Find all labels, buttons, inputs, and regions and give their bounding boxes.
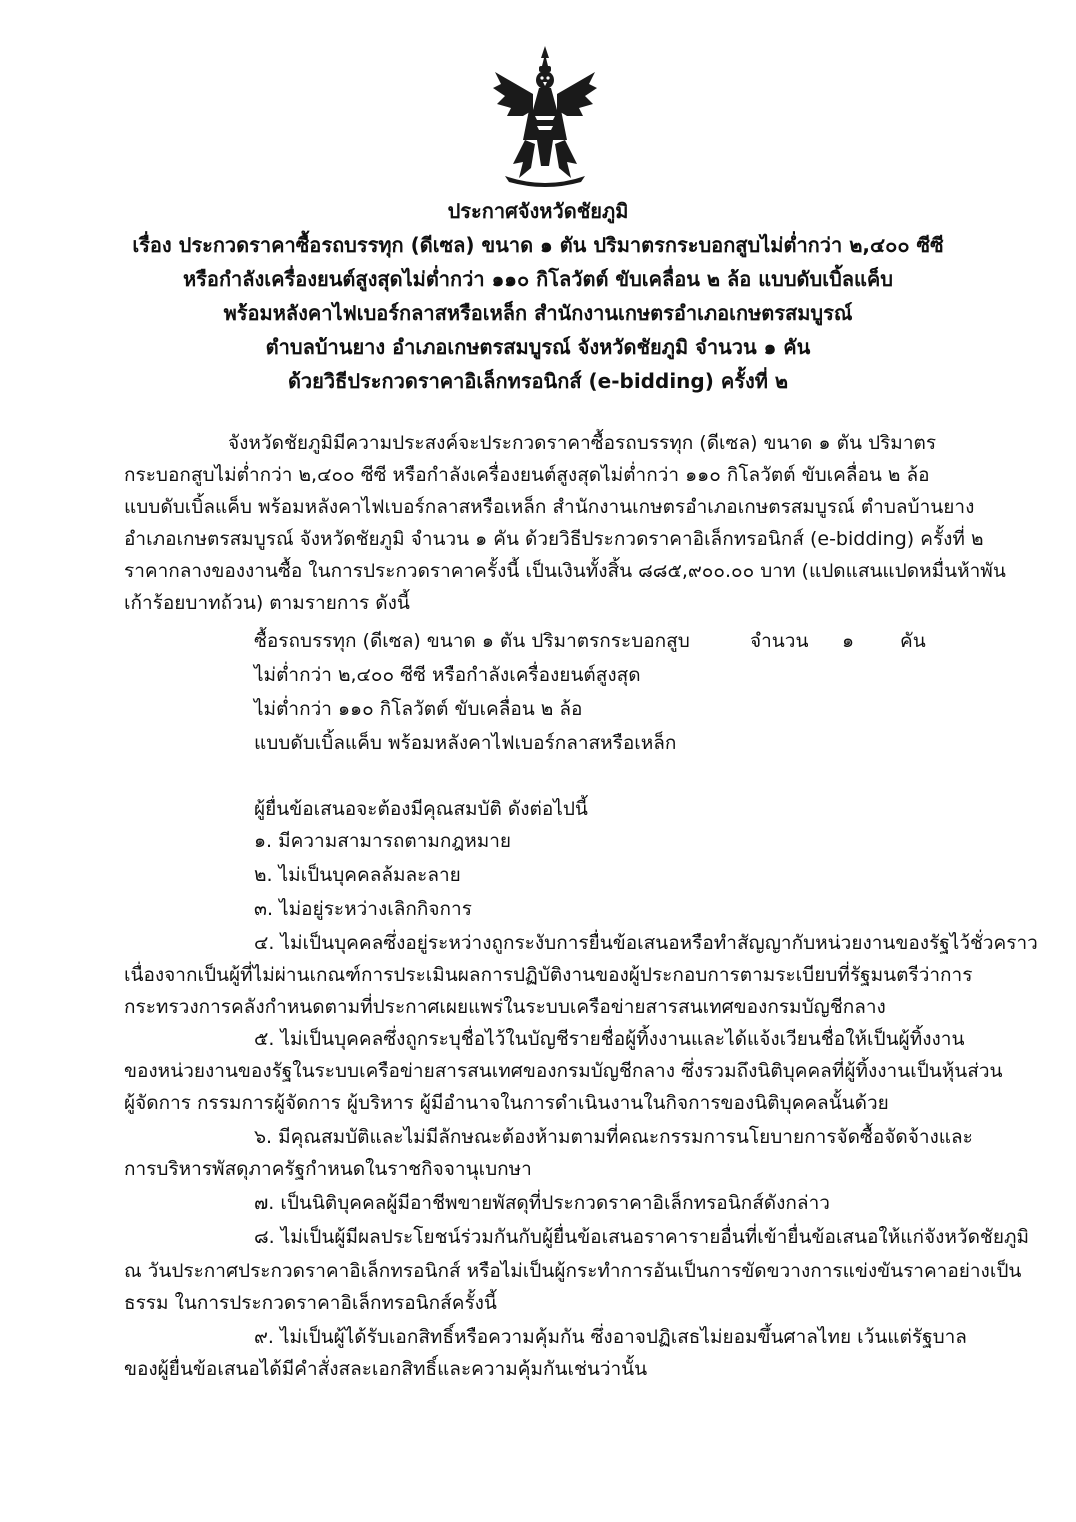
item-unit: คัน <box>900 630 926 652</box>
qualification-9-line-1: ๙. ไม่เป็นผู้ได้รับเอกสิทธิ์หรือความคุ้มกัน ซึ่งอาจปฏิเสธไม่ยอมขึ้นศาลไทย เว้นแต่รัฐบาล <box>254 1326 967 1348</box>
qualification-3: ๓. ไม่อยู่ระหว่างเลิกกิจการ <box>254 898 472 920</box>
item-description-3: ไม่ต่ำกว่า ๑๑๐ กิโลวัตต์ ขับเคลื่อน ๒ ล้อ <box>254 698 583 720</box>
qualification-4-line-2: เนื่องจากเป็นผู้ที่ไม่ผ่านเกณฑ์การประเมินผลการปฏิบัติงานของผู้ประกอบการตามระเบียบที่รัฐมนตรีว่าการ <box>124 964 973 986</box>
item-quantity-label: จำนวน <box>750 630 809 652</box>
garuda-emblem-icon <box>489 44 601 188</box>
item-description-4: แบบดับเบิ้ลแค็บ พร้อมหลังคาไฟเบอร์กลาสหรือเหล็ก <box>254 732 677 754</box>
announcement-title: ประกาศจังหวัดชัยภูมิ <box>447 199 629 223</box>
subject-line-1: เรื่อง ประกวดราคาซื้อรถบรรทุก (ดีเซล) ขนาด ๑ ตัน ปริมาตรกระบอกสูบไม่ต่ำกว่า ๒,๔๐๐ ซีซี <box>132 233 944 257</box>
qualification-2: ๒. ไม่เป็นบุคคลล้มละลาย <box>254 864 461 886</box>
qualification-8-line-3: ธรรม ในการประกวดราคาอิเล็กทรอนิกส์ครั้งนี้ <box>124 1292 497 1314</box>
qualification-5-line-3: ผู้จัดการ กรรมการผู้จัดการ ผู้บริหาร ผู้มีอำนาจในการดำเนินงานในกิจการของนิติบุคคลนั้นด้วย <box>124 1092 889 1114</box>
subject-line-3: พร้อมหลังคาไฟเบอร์กลาสหรือเหล็ก สำนักงานเกษตรอำเภอเกษตรสมบูรณ์ <box>223 301 853 325</box>
qualification-4-line-3: กระทรวงการคลังกำหนดตามที่ประกาศเผยแพร่ในระบบเครือข่ายสารสนเทศของกรมบัญชีกลาง <box>124 996 886 1018</box>
item-quantity: ๑ <box>842 630 855 652</box>
subject-line-4: ตำบลบ้านยาง อำเภอเกษตรสมบูรณ์ จังหวัดชัยภูมิ จำนวน ๑ คัน <box>265 335 811 359</box>
qualification-6-line-1: ๖. มีคุณสมบัติและไม่มีลักษณะต้องห้ามตามที่คณะกรรมการนโยบายการจัดซื้อจัดจ้างและ <box>254 1126 973 1148</box>
qualification-1: ๑. มีความสามารถตามกฎหมาย <box>254 830 512 852</box>
subject-line-5: ด้วยวิธีประกวดราคาอิเล็กทรอนิกส์ (e-bidding) ครั้งที่ ๒ <box>287 369 789 393</box>
qualification-7: ๗. เป็นนิติบุคคลผู้มีอาชีพขายพัสดุที่ประกวดราคาอิเล็กทรอนิกส์ดังกล่าว <box>254 1192 830 1214</box>
intro-line-5: ราคากลางของงานซื้อ ในการประกวดราคาครั้งนี้ เป็นเงินทั้งสิ้น ๘๘๕,๙๐๐.๐๐ บาท (แปดแสนแปดหมื่นห้าพัน <box>124 560 1006 582</box>
item-description-2: ไม่ต่ำกว่า ๒,๔๐๐ ซีซี หรือกำลังเครื่องยนต์สูงสุด <box>254 664 641 686</box>
qualification-8-line-1: ๘. ไม่เป็นผู้มีผลประโยชน์ร่วมกันกับผู้ยื่นข้อเสนอราคารายอื่นที่เข้ายื่นข้อเสนอให้แก่จังหวัดชัยภูมิ <box>254 1226 1030 1248</box>
intro-line-3: แบบดับเบิ้ลแค็บ พร้อมหลังคาไฟเบอร์กลาสหรือเหล็ก สำนักงานเกษตรอำเภอเกษตรสมบูรณ์ ตำบลบ้านยาง <box>124 496 975 518</box>
qualification-6-line-2: การบริหารพัสดุภาครัฐกำหนดในราชกิจจานุเบกษา <box>124 1158 532 1180</box>
intro-line-6: เก้าร้อยบาทถ้วน) ตามรายการ ดังนี้ <box>124 592 410 614</box>
qualifications-heading: ผู้ยื่นข้อเสนอจะต้องมีคุณสมบัติ ดังต่อไปนี้ <box>254 798 588 820</box>
intro-line-2: กระบอกสูบไม่ต่ำกว่า ๒,๔๐๐ ซีซี หรือกำลังเครื่องยนต์สูงสุดไม่ต่ำกว่า ๑๑๐ กิโลวัตต์ ขับเคลื่อน ๒ ล้อ <box>124 464 930 486</box>
item-description-1: ซื้อรถบรรทุก (ดีเซล) ขนาด ๑ ตัน ปริมาตรกระบอกสูบ <box>254 630 690 652</box>
intro-line-4: อำเภอเกษตรสมบูรณ์ จังหวัดชัยภูมิ จำนวน ๑ คัน ด้วยวิธีประกวดราคาอิเล็กทรอนิกส์ (e-bidding) ครั้งที่ ๒ <box>124 528 984 550</box>
subject-line-2: หรือกำลังเครื่องยนต์สูงสุดไม่ต่ำกว่า ๑๑๐ กิโลวัตต์ ขับเคลื่อน ๒ ล้อ แบบดับเบิ้ลแค็บ <box>183 267 893 291</box>
qualification-5-line-1: ๕. ไม่เป็นบุคคลซึ่งถูกระบุชื่อไว้ในบัญชีรายชื่อผู้ทิ้งงานและได้แจ้งเวียนชื่อให้เป็นผู้ทิ้งงาน <box>254 1028 965 1050</box>
qualification-9-line-2: ของผู้ยื่นข้อเสนอได้มีคำสั่งสละเอกสิทธิ์และความคุ้มกันเช่นว่านั้น <box>124 1358 648 1380</box>
intro-line-1: จังหวัดชัยภูมิมีความประสงค์จะประกวดราคาซื้อรถบรรทุก (ดีเซล) ขนาด ๑ ตัน ปริมาตร <box>228 432 937 454</box>
qualification-8-line-2: ณ วันประกาศประกวดราคาอิเล็กทรอนิกส์ หรือไม่เป็นผู้กระทำการอันเป็นการขัดขวางการแข่งขันราคาอย่างเป็น <box>124 1260 1022 1282</box>
qualification-4-line-1: ๔. ไม่เป็นบุคคลซึ่งอยู่ระหว่างถูกระงับการยื่นข้อเสนอหรือทำสัญญากับหน่วยงานของรัฐไว้ชั่วคราว <box>254 932 1038 954</box>
qualification-5-line-2: ของหน่วยงานของรัฐในระบบเครือข่ายสารสนเทศของกรมบัญชีกลาง ซึ่งรวมถึงนิติบุคคลที่ผู้ทิ้งงานเป็นหุ้นส่วน <box>124 1060 1003 1082</box>
